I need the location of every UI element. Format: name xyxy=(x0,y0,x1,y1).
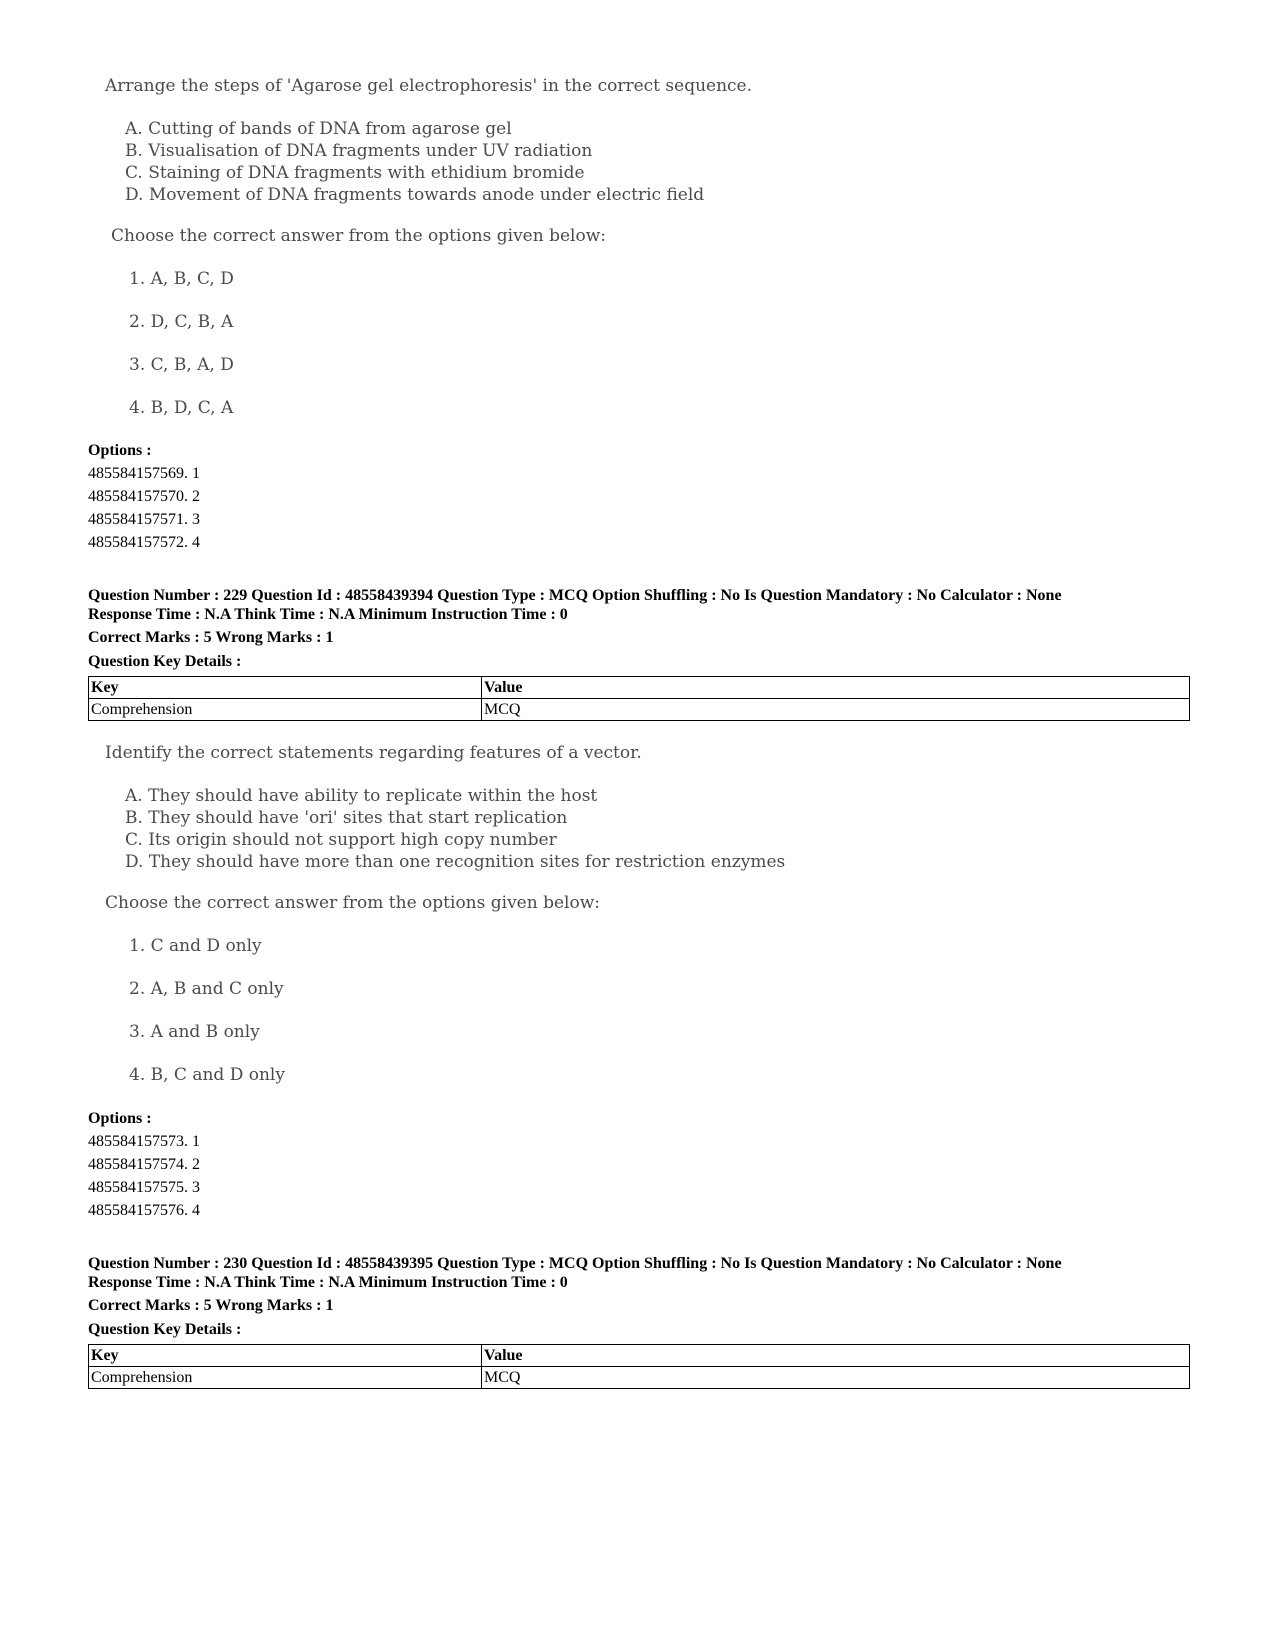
choice-3: 3. A and B only xyxy=(129,1022,260,1042)
question-prompt: Arrange the steps of 'Agarose gel electrophoresis' in the correct sequence. xyxy=(105,76,753,96)
question-key-table xyxy=(88,676,1190,721)
question-key-table xyxy=(88,1344,1190,1389)
choose-instruction: Choose the correct answer from the options given below: xyxy=(105,893,600,913)
key-header: Key xyxy=(89,1345,482,1367)
question-timing-line: Response Time : N.A Think Time : N.A Minimum Instruction Time : 0 xyxy=(88,606,568,623)
options-label: Options : xyxy=(88,442,152,459)
key-header: Key xyxy=(89,677,482,699)
option-item: 485584157570. 2 xyxy=(88,488,200,505)
key-details-label: Question Key Details : xyxy=(88,1321,242,1338)
question-prompt: Identify the correct statements regarding features of a vector. xyxy=(105,743,642,763)
statement-d: D. They should have more than one recognition sites for restriction enzymes xyxy=(125,852,786,872)
choice-4: 4. B, C and D only xyxy=(129,1065,285,1085)
statement-d: D. Movement of DNA fragments towards anode under electric field xyxy=(125,185,705,205)
value-cell: MCQ xyxy=(482,699,1190,721)
question-meta-line: Question Number : 229 Question Id : 48558439394 Question Type : MCQ Option Shuffling : No Is Question Mandatory : No Calculator : None xyxy=(88,587,1062,604)
choice-2: 2. A, B and C only xyxy=(129,979,284,999)
question-229-image xyxy=(105,743,805,1093)
statement-c: C. Staining of DNA fragments with ethidium bromide xyxy=(125,163,585,183)
choice-1: 1. A, B, C, D xyxy=(129,269,234,289)
marks-line: Correct Marks : 5 Wrong Marks : 1 xyxy=(88,1297,334,1314)
statement-b: B. Visualisation of DNA fragments under UV radiation xyxy=(125,141,593,161)
key-details-label: Question Key Details : xyxy=(88,653,242,670)
value-header: Value xyxy=(482,677,1190,699)
key-cell: Comprehension xyxy=(89,1367,482,1389)
choice-1: 1. C and D only xyxy=(129,936,262,956)
value-cell: MCQ xyxy=(482,1367,1190,1389)
statement-c: C. Its origin should not support high copy number xyxy=(125,830,557,850)
statement-a: A. Cutting of bands of DNA from agarose gel xyxy=(125,119,512,139)
statement-a: A. They should have ability to replicate within the host xyxy=(125,786,598,806)
statement-b: B. They should have 'ori' sites that start replication xyxy=(125,808,568,828)
choice-4: 4. B, D, C, A xyxy=(129,398,234,418)
option-item: 485584157571. 3 xyxy=(88,511,200,528)
option-item: 485584157572. 4 xyxy=(88,534,200,551)
key-cell: Comprehension xyxy=(89,699,482,721)
option-item: 485584157573. 1 xyxy=(88,1133,200,1150)
marks-line: Correct Marks : 5 Wrong Marks : 1 xyxy=(88,629,334,646)
question-timing-line: Response Time : N.A Think Time : N.A Minimum Instruction Time : 0 xyxy=(88,1274,568,1291)
choice-2: 2. D, C, B, A xyxy=(129,312,234,332)
option-item: 485584157569. 1 xyxy=(88,465,200,482)
question-228-image xyxy=(105,76,805,426)
choice-3: 3. C, B, A, D xyxy=(129,355,234,375)
question-meta-line: Question Number : 230 Question Id : 48558439395 Question Type : MCQ Option Shuffling : No Is Question Mandatory : No Calculator : None xyxy=(88,1255,1062,1272)
value-header: Value xyxy=(482,1345,1190,1367)
option-item: 485584157576. 4 xyxy=(88,1202,200,1219)
option-item: 485584157574. 2 xyxy=(88,1156,200,1173)
options-label: Options : xyxy=(88,1110,152,1127)
option-item: 485584157575. 3 xyxy=(88,1179,200,1196)
choose-instruction: Choose the correct answer from the options given below: xyxy=(111,226,606,246)
